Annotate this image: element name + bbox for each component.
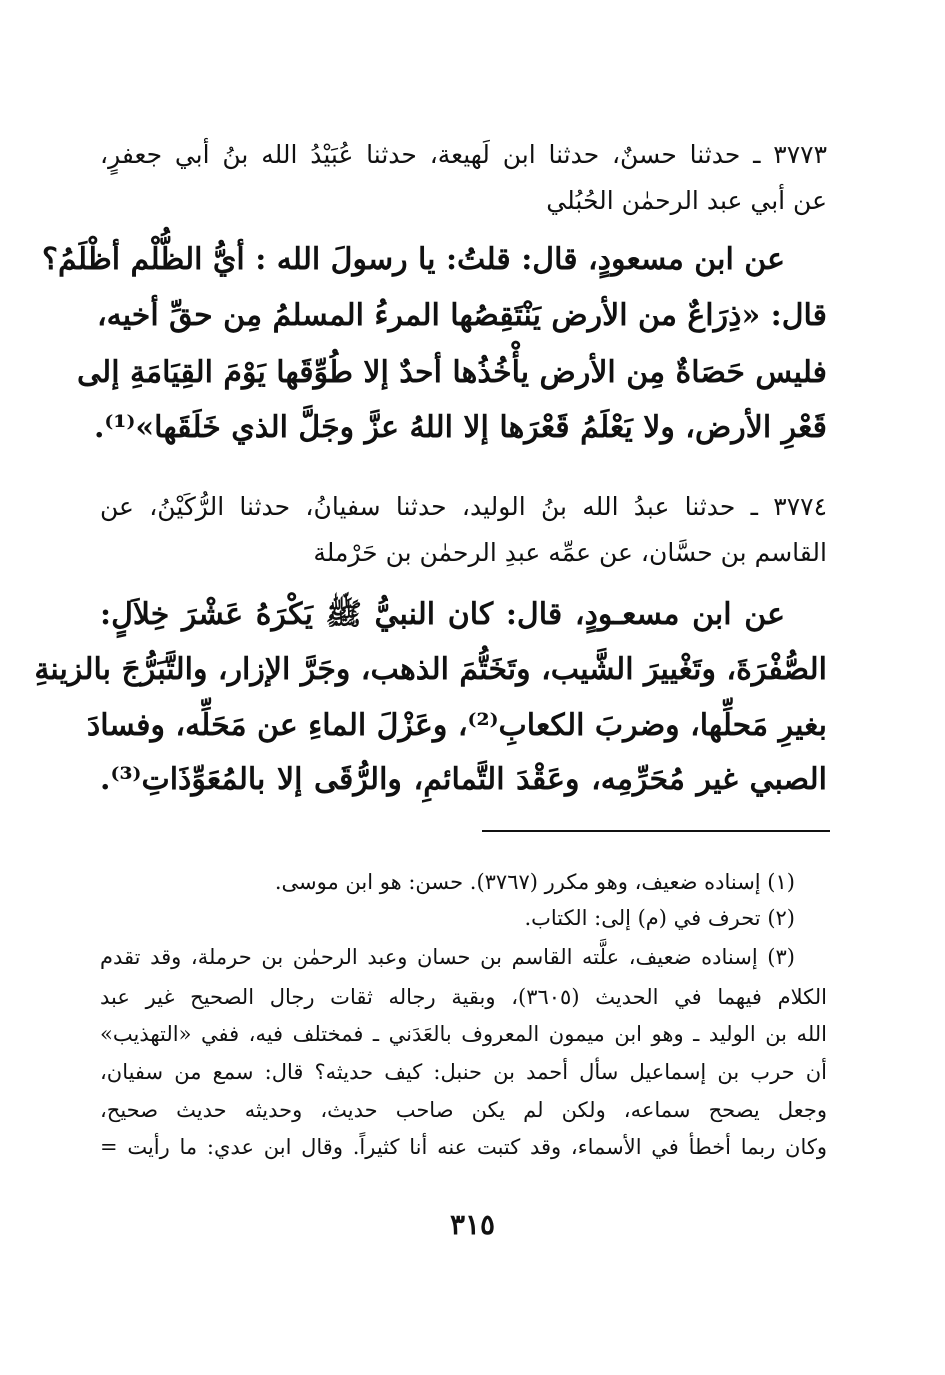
footnote-line: (٣) إسناده ضعيف، علَّته القاسم بن حسان وعبد الرحمٰن بن حرملة، وقد تقدم xyxy=(100,945,795,969)
footnote-line: أن حرب بن إسماعيل سأل أحمد بن حنبل: كيف حديثه؟ قال: سمع من سفيان، xyxy=(100,1060,827,1084)
isnad-line: القاسم بن حسَّان، عن عمِّه عبدِ الرحمٰن بن حَرْملة xyxy=(313,538,827,567)
matn-line: عن ابن مسعودٍ، قال: قلتُ: يا رسولَ الله : أيُّ الظُّلْم أظْلَمُ؟ xyxy=(42,242,785,277)
footnote-line: وكان ربما أخطأ في الأسماء، وقد كتبت عنه أنا كثيراً. وقال ابن عدي: ما رأيت = xyxy=(100,1135,827,1159)
matn-line: قال: «ذِرَاعٌ من الأرض يَنْتَقِصُها المرءُ المسلمُ مِن حقِّ أخيه، xyxy=(96,298,827,333)
matn-line: قَعْرِ الأرض، ولا يَعْلَمُ قَعْرَها إلا اللهُ عزَّ وجَلَّ الذي خَلَقَها»⁽¹⁾. xyxy=(93,410,827,445)
footnote-line: (١) إسناده ضعيف، وهو مكرر (٣٧٦٧). حسن: هو ابن موسى. xyxy=(274,870,795,894)
matn-line: عن ابن مسعـودٍ، قال: كان النبيُّ ﷺ يَكْرَهُ عَشْرَ خِلاَلٍ: xyxy=(100,597,785,632)
isnad-line: ٣٧٧٤ ـ حدثنا عبدُ الله بنُ الوليد، حدثنا سفيانُ، حدثنا الرُّكَيْنُ، عن xyxy=(100,492,827,521)
footnote-divider xyxy=(482,830,830,832)
footnote-line: (٢) تحرف في (م) إلى: الكتاب. xyxy=(524,906,795,930)
matn-line: بغيرِ مَحلِّها، وضربَ الكعابِ⁽²⁾، وعَزْلَ الماءِ عن مَحَلِّه، وفسادَ xyxy=(86,708,827,743)
isnad-line: ٣٧٧٣ ـ حدثنا حسنٌ، حدثنا ابن لَهيعة، حدثنا عُبَيْدُ الله بنُ أبي جعفرٍ، xyxy=(100,140,827,169)
footnote-line: وجعل يصحح سماعه، ولكن لم يكن صاحب حديث، وحديثه حديث صحيح، xyxy=(100,1098,827,1122)
matn-line: الصُّفْرَةَ، وتَغْييرَ الشَّيب، وتَخَتُّمَ الذهب، وجَرَّ الإزار، والتَّبَرُّجَ بالزينةِ xyxy=(34,652,827,687)
matn-line: فليس حَصَاةٌ مِن الأرض يأْخُذُها أحدٌ إلا طُوِّقَها يَوْمَ القِيَامَةِ إلى xyxy=(77,355,827,390)
matn-line: الصبي غير مُحَرِّمِه، وعَقْدَ التَّمائمِ، والرُّقَى إلا بالمُعَوِّذَاتِ⁽³⁾. xyxy=(100,762,827,797)
footnote-line: الكلام فيهما في الحديث (٣٦٠٥)، وبقية رجاله ثقات رجال الصحيح غير عبد xyxy=(100,985,828,1009)
isnad-line: عن أبي عبد الرحمٰن الحُبُلي xyxy=(546,186,827,215)
footnote-line: الله بن الوليد ـ وهو ابن ميمون المعروف بالعَدَني ـ فمختلف فيه، ففي «التهذيب» xyxy=(100,1022,827,1046)
page-number: ٣١٥ xyxy=(449,1208,496,1241)
